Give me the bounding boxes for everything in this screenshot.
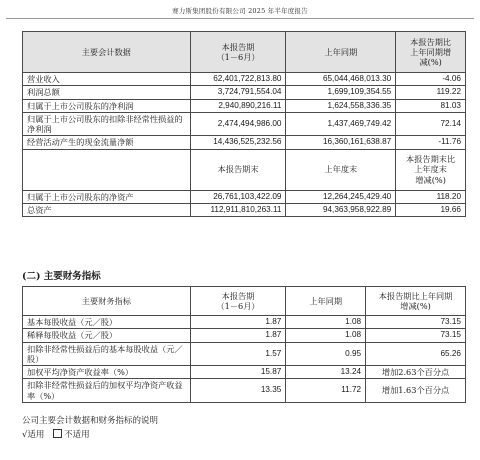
row-current: 26,761,103,422.09 xyxy=(190,190,286,203)
col-header-prior: 上年同期 xyxy=(286,287,366,316)
subheader-current: 本报告期末 xyxy=(190,149,286,190)
row-change: 增加2.63个百分点 xyxy=(366,366,466,379)
row-prior: 1.08 xyxy=(286,329,366,342)
col-header-current: 本报告期 （1－6月） xyxy=(190,287,286,316)
row-label: 总资产 xyxy=(23,203,191,216)
row-prior: 94,363,958,922.89 xyxy=(286,203,396,216)
table-row xyxy=(23,379,466,403)
row-prior: 1,624,558,336.35 xyxy=(286,99,396,112)
col-header-current: 本报告期 （1－6月） xyxy=(190,32,286,73)
row-label: 经营活动产生的现金流量净额 xyxy=(23,136,191,149)
row-change: 73.15 xyxy=(366,316,466,329)
row-label: 利润总额 xyxy=(23,86,191,99)
row-current: 1.87 xyxy=(190,329,286,342)
row-current: 62,401,722,813.80 xyxy=(190,73,286,86)
row-current: 1.57 xyxy=(190,342,286,366)
table-header-row xyxy=(23,287,466,316)
row-change: -11.76 xyxy=(396,136,466,149)
row-label: 稀释每股收益（元／股） xyxy=(23,329,191,342)
check-mark-icon: √ xyxy=(22,430,28,440)
row-current: 14,436,525,232.56 xyxy=(190,136,286,149)
row-current: 2,940,890,216.11 xyxy=(190,99,286,112)
table-row xyxy=(23,366,466,379)
row-label: 营业收入 xyxy=(23,73,191,86)
row-prior: 1.08 xyxy=(286,316,366,329)
row-change: 119.22 xyxy=(396,86,466,99)
subheader-change: 本报告期末比 上年度末 增减(%) xyxy=(396,149,466,190)
accounting-data-table xyxy=(22,31,466,217)
row-label: 扣除非经常性损益后的基本每股收益（元／股） xyxy=(23,342,191,366)
table-row xyxy=(23,342,466,366)
row-prior: 11.72 xyxy=(286,379,366,403)
row-current: 3,724,791,554.04 xyxy=(190,86,286,99)
row-current: 13.35 xyxy=(190,379,286,403)
row-label: 基本每股收益（元／股） xyxy=(23,316,191,329)
row-change: -4.06 xyxy=(396,73,466,86)
report-header: 赛力斯集团股份有限公司 2025 年半年度报告 xyxy=(172,7,308,15)
row-change: 73.15 xyxy=(366,329,466,342)
table-row xyxy=(23,86,466,99)
table-row xyxy=(23,73,466,86)
section-title: (二) 主要财务指标 xyxy=(22,271,101,282)
row-prior: 65,044,468,013.30 xyxy=(286,73,396,86)
table-row xyxy=(23,190,466,203)
table-row xyxy=(23,329,466,342)
row-change: 118.20 xyxy=(396,190,466,203)
row-prior: 13.24 xyxy=(286,366,366,379)
option-applicable[interactable] xyxy=(22,428,44,440)
row-current: 2,474,494,986.00 xyxy=(190,112,286,136)
table-header-row xyxy=(23,32,466,73)
table-row xyxy=(23,112,466,136)
row-change: 增加1.63个百分点 xyxy=(366,379,466,403)
col-header-item: 主要财务指标 xyxy=(23,287,191,316)
table-subheader-row xyxy=(23,149,466,190)
row-change: 81.03 xyxy=(396,99,466,112)
table-row xyxy=(23,203,466,216)
table-row xyxy=(23,99,466,112)
row-label: 归属于上市公司股东的净利润 xyxy=(23,99,191,112)
row-prior: 1,699,109,354.55 xyxy=(286,86,396,99)
option-not-applicable-label: 不适用 xyxy=(64,430,90,440)
row-current: 112,911,810,263.11 xyxy=(190,203,286,216)
row-change: 72.14 xyxy=(396,112,466,136)
table-row xyxy=(23,316,466,329)
row-current: 1.87 xyxy=(190,316,286,329)
option-not-applicable[interactable] xyxy=(53,428,90,440)
row-label: 归属于上市公司股东的净资产 xyxy=(23,190,191,203)
row-prior: 12,264,245,429.40 xyxy=(286,190,396,203)
row-label: 加权平均净资产收益率（%） xyxy=(23,366,191,379)
checkbox-icon xyxy=(53,429,62,438)
col-header-change: 本报告期比上年同期 增减(%) xyxy=(366,287,466,316)
row-prior: 0.95 xyxy=(286,342,366,366)
footer-note: 公司主要会计数据和财务指标的说明 xyxy=(22,416,159,426)
row-current: 15.87 xyxy=(190,366,286,379)
row-prior: 1,437,469,749.42 xyxy=(286,112,396,136)
header-divider xyxy=(6,18,474,19)
financial-indicators-table xyxy=(22,286,466,403)
subheader-prior: 上年度末 xyxy=(286,149,396,190)
col-header-prior: 上年同期 xyxy=(286,32,396,73)
subheader-blank xyxy=(23,149,191,190)
option-applicable-label: 适用 xyxy=(27,430,45,440)
row-label: 扣除非经常性损益后的加权平均净资产收益率（%） xyxy=(23,379,191,403)
applicability-options xyxy=(22,428,96,440)
col-header-item: 主要会计数据 xyxy=(23,32,191,73)
row-change: 65.26 xyxy=(366,342,466,366)
table-row xyxy=(23,136,466,149)
row-prior: 16,360,161,638.87 xyxy=(286,136,396,149)
row-change: 19.66 xyxy=(396,203,466,216)
col-header-change: 本报告期比 上年同期增 减(%) xyxy=(396,32,466,73)
row-label: 归属于上市公司股东的扣除非经常性损益的净利润 xyxy=(23,112,191,136)
